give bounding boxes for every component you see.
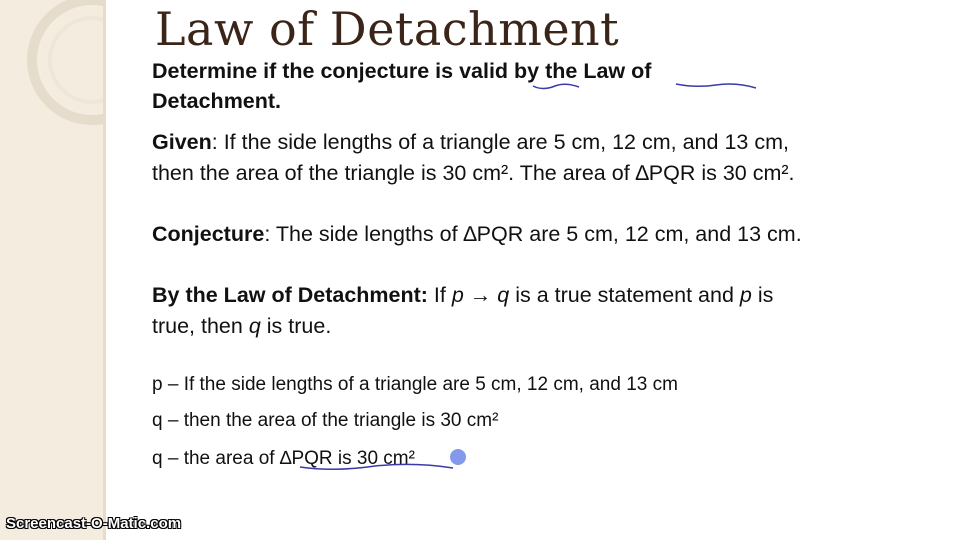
cursor-highlight-icon — [450, 449, 466, 465]
given-line-2: then the area of the triangle is 30 cm². The area of ∆PQR is 30 cm². — [152, 161, 795, 185]
arrow-icon: → — [463, 283, 498, 307]
law-label: By the Law of Detachment: — [152, 283, 428, 307]
law-p-2: p — [739, 283, 752, 307]
statement-p: p – If the side lengths of a triangle are 5 cm, 12 cm, and 13 cm — [152, 374, 678, 395]
underline-valid — [533, 84, 579, 88]
statement-q: q – then the area of the triangle is 30 cm² — [152, 410, 499, 431]
law-text-2: is a true statement and — [509, 283, 740, 307]
law-p: p — [451, 283, 464, 307]
slide-title: Law of Detachment — [155, 2, 620, 56]
prompt-valid: valid — [459, 59, 509, 83]
law-text-3: is — [751, 283, 774, 307]
given-text-1: : If the side lengths of a triangle are 5 cm, 12 cm, and 13 cm, — [211, 130, 789, 154]
law-q-2: q — [248, 314, 261, 338]
conjecture-text: : The side lengths of ∆PQR are 5 cm, 12 cm, and 13 cm. — [264, 222, 802, 246]
prompt-line-2: Detachment. — [152, 89, 282, 113]
prompt-text-a: Determine if the conjecture is — [152, 59, 460, 83]
given-label: Given — [152, 130, 212, 154]
watermark: Screencast-O-Matic.com — [6, 515, 182, 532]
law-text-4: true, then — [152, 314, 249, 338]
underline-law-of — [676, 84, 756, 88]
law-q: q — [497, 283, 510, 307]
prompt-law: Law of — [583, 59, 652, 83]
underline-pqr — [300, 464, 453, 469]
conjecture-label: Conjecture — [152, 222, 265, 246]
law-text-1: If — [427, 283, 452, 307]
law-text-5: is true. — [260, 314, 332, 338]
statement-q-given: q – the area of ∆PQR is 30 cm² — [152, 448, 415, 469]
prompt-text-b: by the — [508, 59, 584, 83]
